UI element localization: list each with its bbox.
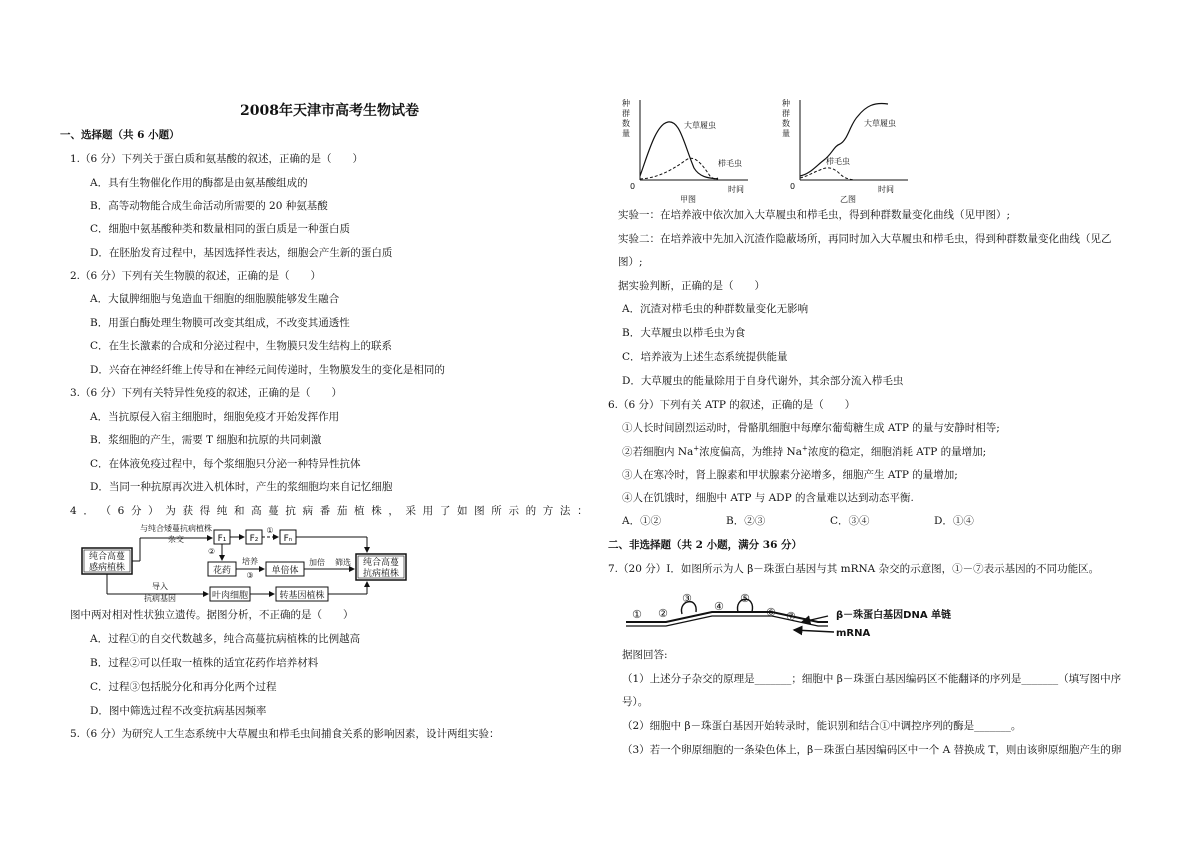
circle-1: ① (266, 526, 274, 535)
section-heading-choice: 一、选择题（共 6 小题） (60, 129, 180, 141)
double-label: 加倍 (309, 558, 325, 567)
q4-stem-char: 茄 (336, 505, 348, 517)
q4-stem-char: 株 (371, 505, 382, 517)
q4-stem-char: 用 (422, 505, 434, 517)
q4-stem-char: ． (83, 505, 94, 517)
origin-label: 0 (790, 182, 796, 191)
species1-label: 大草履虫 (684, 121, 716, 130)
ylabel-char: 数 (782, 119, 790, 128)
ylabel-char: 群 (782, 109, 790, 118)
f2-label: F₂ (249, 534, 259, 544)
q4-stem-char: ） (148, 505, 159, 517)
dna-label: β－珠蛋白基因DNA 单链 (836, 610, 952, 621)
q6-option-c: C．③④ (830, 515, 870, 527)
q6-statement-1: ①人长时间剧烈运动时，骨骼肌细胞中每摩尔葡萄糖生成 ATP 的量与安静时相等; (622, 422, 1000, 434)
result-label-2: 抗病植株 (362, 569, 400, 579)
species2-label: 栉毛虫 (718, 159, 742, 168)
cross-label: 与纯合矮蔓抗病植株 (140, 524, 212, 533)
q4-breeding-diagram (80, 522, 410, 602)
anther-label: 花药 (212, 566, 232, 576)
q4-stem-char: 采 (405, 505, 416, 517)
q4-stem-char: 所 (491, 505, 502, 517)
q2-option-c: C．在生长激素的合成和分泌过程中，生物膜只发生结构上的联系 (90, 340, 393, 352)
q6-s2-part: ②若细胞内 Na (622, 446, 694, 458)
q4-stem-char: 的 (525, 505, 537, 517)
parent-label-1: 纯合高蔓 (88, 552, 126, 562)
q7-part2: （2）细胞中 β－珠蛋白基因开始转录时，能识别和结合①中调控序列的酶是_______。 (622, 720, 1022, 732)
q6-s2-sup: + (801, 444, 808, 453)
q5-graph-a (618, 94, 768, 206)
q1-stem: 1.（6 分）下列关于蛋白质和氨基酸的叙述，正确的是（ ） (70, 153, 364, 165)
species2-curve (800, 168, 854, 180)
q4-stem-char: 得 (199, 505, 211, 517)
culture-label: 培养 (242, 557, 258, 566)
q6-option-a: A．①② (622, 515, 662, 527)
caption: 甲图 (680, 195, 696, 204)
species2-label: 栉毛虫 (826, 157, 850, 166)
q2-stem: 2.（6 分）下列有关生物膜的叙述，正确的是（ ） (70, 270, 322, 282)
q2-option-a: A．大鼠脾细胞与兔造血干细胞的细胞膜能够发生融合 (90, 293, 340, 305)
q5-judge: 据实验判断，正确的是（ ） (618, 280, 765, 292)
q4-stem-char: 抗 (285, 505, 296, 517)
q6-s2-part: 浓度偏高，为维持 Na (699, 446, 802, 458)
q1-option-a: A．具有生物催化作用的酶都是由氨基酸组成的 (90, 177, 308, 189)
f1-label: F₁ (217, 534, 227, 544)
leaf-cell-label: 叶肉细胞 (211, 591, 249, 601)
transgenic-label: 转基因植株 (279, 591, 325, 601)
q7-part1-line1: （1）上述分子杂交的原理是_______；细胞中 β－珠蛋白基因编码区不能翻译的序列是_______（填写图中序 (622, 673, 1122, 685)
q4-stem-char: 法 (559, 505, 571, 517)
q4-stem-char: ： (577, 505, 588, 517)
import-label: 导入 (152, 582, 168, 591)
species1-label: 大草履虫 (864, 119, 896, 128)
ylabel-char: 量 (622, 129, 630, 138)
q7-answer-prompt: 据图回答: (622, 649, 668, 661)
q5-option-a: A．沉渣对栉毛虫的种群数量变化无影响 (622, 303, 809, 315)
q6-statement-2 (622, 445, 986, 459)
circle-2: ② (208, 547, 216, 556)
region-1: ① (632, 608, 642, 621)
q4-stem-char: ， (388, 505, 399, 517)
caption: 乙图 (840, 195, 856, 204)
ylabel-char: 种 (622, 99, 630, 108)
q7-part1-line2: 号）。 (622, 696, 649, 708)
mrna-label: mRNA (836, 628, 871, 639)
region-7: ⑦ (786, 610, 796, 623)
q4-stem-char: （ (100, 505, 111, 517)
gene-label: 抗病基因 (144, 594, 176, 602)
q4-option-b: B．过程②可以任取一植株的适宜花药作培养材料 (90, 657, 319, 669)
xlabel: 时间 (878, 185, 894, 194)
region-6: ⑥ (766, 606, 776, 619)
q4-option-d: D．图中筛选过程不改变抗病基因频率 (90, 705, 267, 717)
q5-graph-b (778, 94, 928, 206)
q7-part3: （3）若一个卵原细胞的一条染色体上，β－珠蛋白基因编码区中一个 A 替换成 T，则由该卵原细胞产生的卵 (622, 744, 1122, 756)
q4-stem-char: 示 (508, 505, 519, 517)
q6-option-d: D．①④ (934, 515, 974, 527)
result-label-1: 纯合高蔓 (362, 558, 400, 568)
q4-stem-char: 如 (456, 505, 468, 517)
q4-stem-char: 为 (165, 505, 176, 517)
q4-stem (70, 504, 588, 518)
q7-stem: 7.（20 分）Ⅰ．如图所示为人 β－珠蛋白基因与其 mRNA 杂交的示意图，①－⑦表示基因的不同功能区。 (608, 563, 1100, 575)
q4-option-a: A．过程①的自交代数越多，纯合高蔓抗病植株的比例越高 (90, 633, 361, 645)
q4-stem-char: 4 (70, 505, 77, 517)
q3-stem: 3.（6 分）下列有关特异性免疫的叙述，正确的是（ ） (70, 387, 343, 399)
ylabel-char: 数 (622, 119, 630, 128)
q4-stem-char: 图 (474, 505, 485, 517)
q6-statement-4: ④人在饥饿时，细胞中 ATP 与 ADP 的含量难以达到动态平衡. (622, 492, 914, 504)
q6-s2-part: 浓度的稳定，细胞消耗 ATP 的量增加; (807, 446, 987, 458)
cross-label-2: 杂交 (168, 535, 184, 544)
q1-option-d: D．在胚胎发育过程中，基因选择性表达，细胞会产生新的蛋白质 (90, 247, 393, 259)
q4-stem-char: 和 (233, 505, 245, 517)
q5-exp2-line2: 图）; (618, 256, 643, 268)
species2-curve (640, 158, 718, 179)
q4-stem-char: 6 (117, 505, 125, 517)
q4-stem-char: 纯 (216, 505, 228, 517)
q5-stem: 5.（6 分）为研究人工生态系统中大草履虫和栉毛虫间捕食关系的影响因素，设计两组实验： (70, 728, 500, 740)
region-2: ② (658, 607, 668, 620)
q5-exp1: 实验一：在培养液中依次加入大草履虫和栉毛虫，得到种群数量变化曲线（见甲图）; (618, 209, 1011, 221)
q3-option-c: C．在体液免疫过程中，每个浆细胞只分泌一种特异性抗体 (90, 458, 361, 470)
region-3: ③ (682, 592, 692, 605)
q4-stem-char: 植 (354, 505, 365, 517)
haploid-label: 单倍体 (271, 566, 299, 576)
parent-label-2: 感病植株 (88, 563, 126, 573)
q6-s2-sup: + (693, 444, 700, 453)
xlabel: 时间 (728, 185, 744, 194)
q3-option-a: A．当抗原侵入宿主细胞时，细胞免疫才开始发挥作用 (90, 411, 340, 423)
q4-stem-char: 番 (319, 505, 331, 517)
dna-strand (626, 612, 828, 622)
q5-exp2-line1: 实验二：在培养液中先加入沉渣作隐蔽场所，再同时加入大草履虫和栉毛虫，得到种群数量变化曲线（见乙 (618, 233, 1112, 245)
q4-option-c: C．过程③包括脱分化和再分化两个过程 (90, 681, 277, 693)
fn-label: Fₙ (283, 534, 293, 544)
q4-stem-char: 获 (182, 505, 193, 517)
q4-stem-char: 病 (302, 505, 314, 517)
q4-stem-char: 高 (251, 505, 262, 517)
ylabel-char: 群 (622, 109, 630, 118)
q4-stem-char: 方 (542, 505, 554, 517)
q4-stem-char: 蔓 (268, 505, 279, 517)
q3-option-d: D．当同一种抗原再次进入机体时，产生的浆细胞均来自记忆细胞 (90, 481, 393, 493)
q4-after: 图中两对相对性状独立遗传。据图分析，不正确的是（ ） (70, 609, 354, 621)
page-title: 2008年天津市高考生物试卷 (240, 103, 419, 119)
circle-3: ③ (246, 571, 254, 580)
q5-option-b: B．大草履虫以栉毛虫为食 (622, 327, 746, 339)
q7-hybrid-diagram (622, 586, 982, 644)
section-heading-nonchoice: 二、非选择题（共 2 小题，满分 36 分） (608, 539, 803, 551)
q1-option-c: C．细胞中氨基酸种类和数量相同的蛋白质是一种蛋白质 (90, 223, 351, 235)
q2-option-d: D．兴奋在神经纤维上传导和在神经元间传递时，生物膜发生的变化是相同的 (90, 364, 445, 376)
region-4: ④ (714, 600, 724, 613)
region-5: ⑤ (740, 592, 750, 605)
q4-stem-char: 了 (439, 505, 451, 517)
origin-label: 0 (630, 182, 636, 191)
q5-option-d: D．大草履虫的能量除用于自身代谢外，其余部分流入栉毛虫 (622, 375, 904, 387)
q4-stem-char: 分 (131, 505, 142, 517)
q1-option-b: B．高等动物能合成生命活动所需要的 20 种氨基酸 (90, 200, 328, 212)
ylabel-char: 量 (782, 129, 790, 138)
ylabel-char: 种 (782, 99, 790, 108)
q5-option-c: C．培养液为上述生态系统提供能量 (622, 351, 788, 363)
q6-stem: 6.（6 分）下列有关 ATP 的叙述，正确的是（ ） (608, 399, 856, 411)
select-label: 筛选 (335, 558, 351, 567)
q6-statement-3: ③人在寒冷时，肾上腺素和甲状腺素分泌增多，细胞产生 ATP 的量增加; (622, 469, 958, 481)
q6-option-b: B．②③ (726, 515, 766, 527)
q3-option-b: B．浆细胞的产生，需要 T 细胞和抗原的共同刺激 (90, 434, 322, 446)
q2-option-b: B．用蛋白酶处理生物膜可改变其组成，不改变其通透性 (90, 317, 350, 329)
